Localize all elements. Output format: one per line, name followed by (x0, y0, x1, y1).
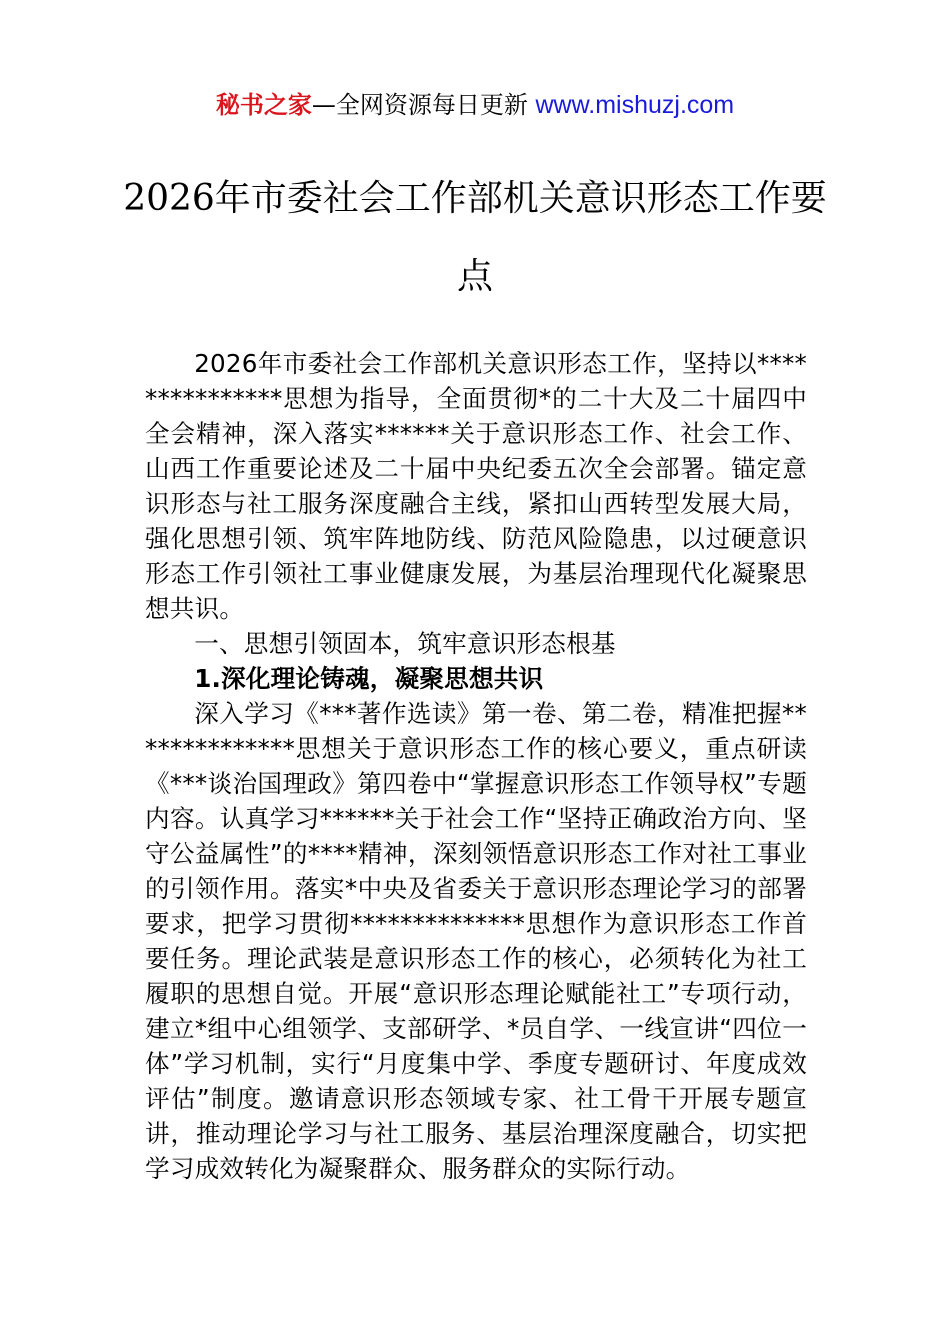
site-url-link[interactable]: www.mishuzj.com (535, 91, 735, 119)
body-paragraph: 深入学习《***著作选读》第一卷、第二卷，精准把握**************思想关于意识形态工作的核心要义，重点研读《***谈治国理政》第四卷中“掌握意识形态工作领导权”专题内容。认真学习******关于社会工作“坚持正确政治方向、坚守公益属性”的****精神，深刻领悟意识形态工作对社工事业的引领作用。落实*中央及省委关于意识形态理论学习的部署要求，把学习贯彻**************思想作为意识形态工作首要任务。理论武装是意识形态工作的核心，必须转化为社工履职的思想自觉。开展“意识形态理论赋能社工”专项行动，建立*组中心组领学、支部研学、*员自学、一线宣讲“四位一体”学习机制，实行“月度集中学、季度专题研讨、年度成效评估”制度。邀请意识形态领域专家、社工骨干开展专题宣讲，推动理论学习与社工服务、基层治理深度融合，切实把学习成效转化为凝聚群众、服务群众的实际行动。 (145, 699, 807, 1183)
site-slogan: —全网资源每日更新 (311, 91, 528, 119)
section-heading: 一、思想引领固本，筑牢意识形态根基 (194, 629, 616, 658)
document-body (145, 346, 807, 1186)
document-title: 2026年市委社会工作部机关意识形态工作要点 (123, 178, 827, 297)
site-name: 秘书之家 (215, 91, 312, 119)
intro-paragraph: 2026年市委社会工作部机关意识形态工作，坚持以***************思想为指导，全面贯彻*的二十大及二十届四中全会精神，深入落实******关于意识形态工作、社会工作、山西工作重要论述及二十届中央纪委五次全会部署。锚定意识形态与社工服务深度融合主线，紧扣山西转型发展大局，强化思想引领、筑牢阵地防线、防范风险隐患，以过硬意识形态工作引领社工事业健康发展，为基层治理现代化凝聚思想共识。 (145, 349, 807, 623)
site-banner (0, 88, 950, 122)
subsection-heading: 1.深化理论铸魂，凝聚思想共识 (194, 664, 544, 693)
